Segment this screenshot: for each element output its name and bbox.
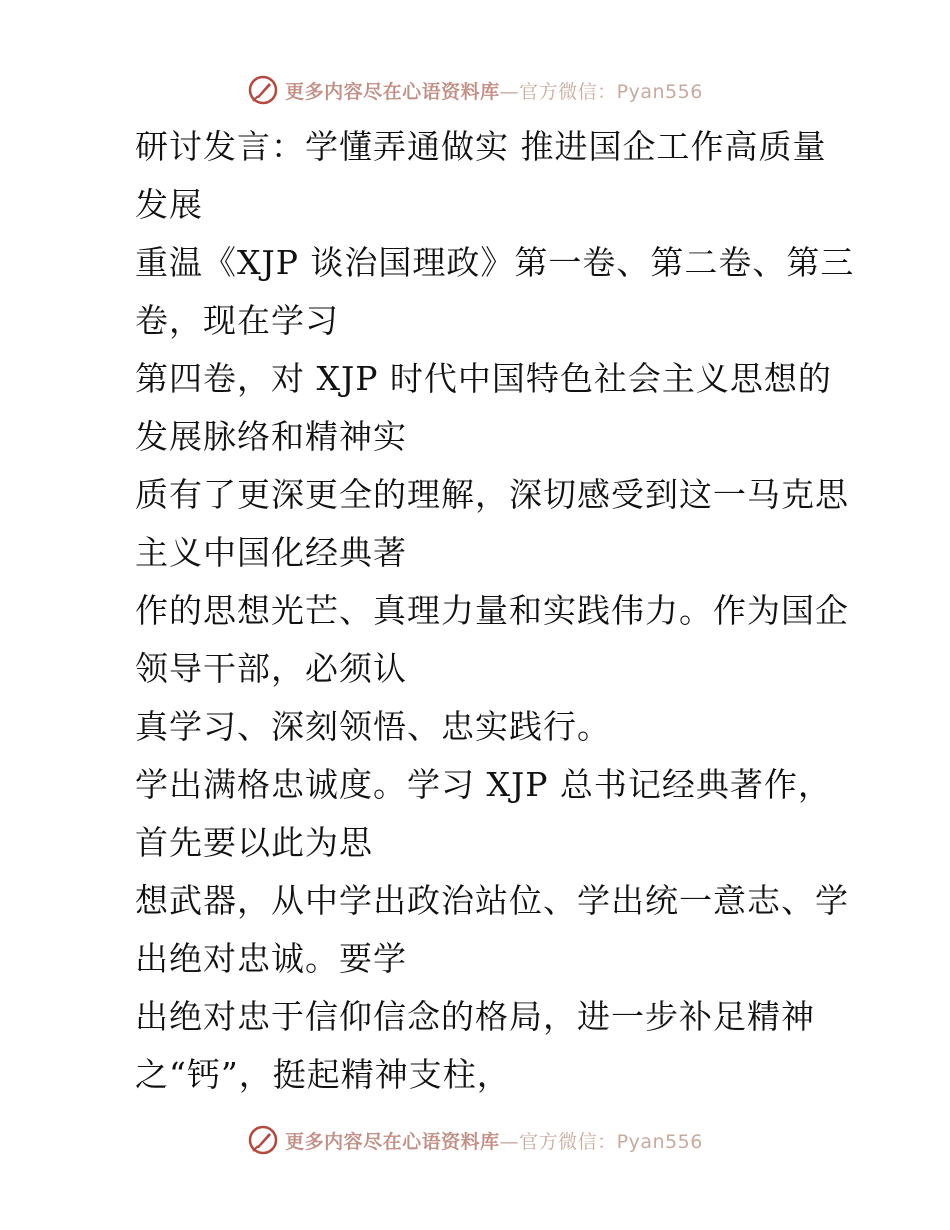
header-watermark	[0, 70, 950, 110]
paragraph: 学出满格忠诚度。学习 XJP 总书记经典著作， 首先要以此为思	[135, 765, 832, 862]
paragraph: 第四卷，对 XJP 时代中国特色社会主义思想的 发展脉络和精神实	[135, 359, 832, 456]
paragraph: 作的思想光芒、真理力量和实践伟力。作为国企 领导干部，必须认	[135, 591, 849, 688]
watermark-text: 更多内容尽在心语资料库—官方微信：Pyan556	[285, 1130, 703, 1153]
paragraph: 重温《XJP 谈治国理政》第一卷、第二卷、第三 卷，现在学习	[135, 243, 855, 340]
feather-logo-icon	[247, 74, 279, 106]
paragraph: 出绝对忠于信仰信念的格局，进一步补足精神 之“钙”，挺起精神支柱，	[135, 997, 815, 1094]
paragraph: 质有了更深更全的理解，深切感受到这一马克思 主义中国化经典著	[135, 475, 849, 572]
footer-watermark	[0, 1120, 950, 1160]
feather-logo-icon	[247, 1124, 279, 1156]
watermark-text: 更多内容尽在心语资料库—官方微信：Pyan556	[285, 80, 703, 103]
paragraph: 真学习、深刻领悟、忠实践行。	[135, 707, 611, 746]
paragraph: 研讨发言：学懂弄通做实 推进国企工作高质量 发展	[135, 127, 827, 224]
document-body	[97, 118, 867, 1104]
paragraph: 想武器，从中学出政治站位、学出统一意志、学 出绝对忠诚。要学	[135, 881, 849, 978]
